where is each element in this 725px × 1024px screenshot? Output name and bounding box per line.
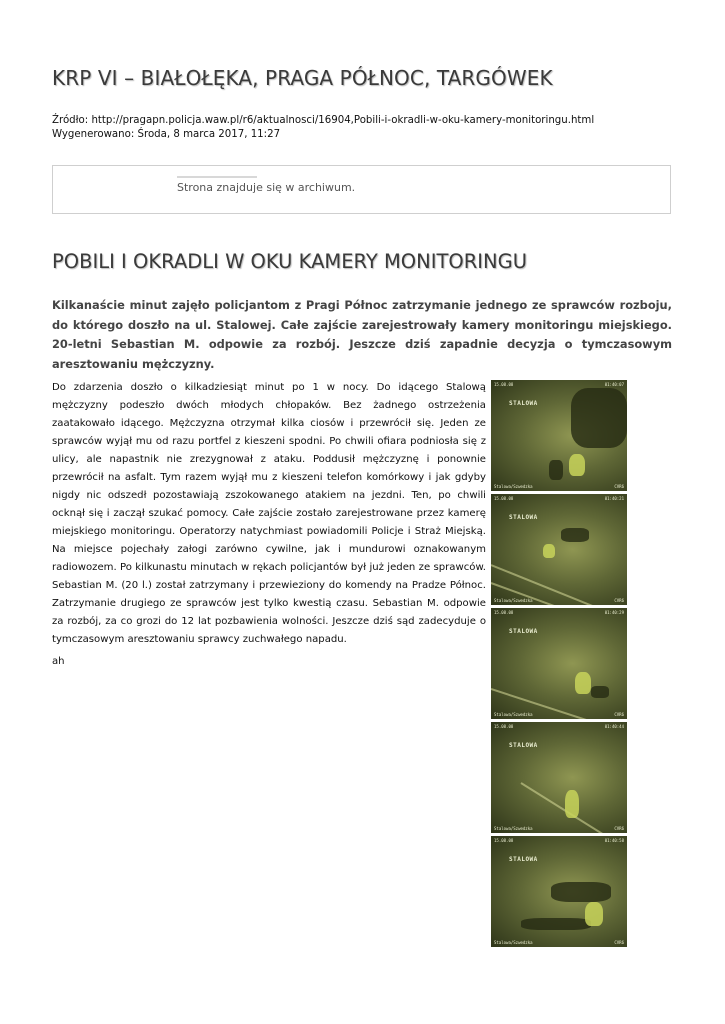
person-figure <box>565 790 579 818</box>
frame-caption: Stalowa/Szwedzka <box>494 826 533 831</box>
person-figure <box>585 902 603 926</box>
frame-caption: Stalowa/Szwedzka <box>494 484 533 489</box>
frame-location: STALOWA <box>509 400 538 407</box>
frame-caption: Stalowa/Szwedzka <box>494 712 533 717</box>
person-figure <box>575 672 591 694</box>
cctv-frame-5[interactable] <box>491 836 627 947</box>
cctv-frame-1[interactable] <box>491 380 627 491</box>
frame-date: 15.08.08 <box>494 610 514 615</box>
generated-date: Wygenerowano: Środa, 8 marca 2017, 11:27 <box>52 129 281 140</box>
person-figure-dark <box>549 460 563 480</box>
frame-caption: Stalowa/Szwedzka <box>494 598 533 603</box>
frame-time: 01:40:58 <box>604 838 624 843</box>
frame-cam: CVR6 <box>614 598 624 603</box>
frame-date: 15.08.08 <box>494 838 514 843</box>
parked-car <box>551 882 611 902</box>
cctv-frame-3[interactable] <box>491 608 627 719</box>
archive-notice: Strona znajduje się w archiwum. <box>177 181 356 194</box>
frame-cam: CVR6 <box>614 826 624 831</box>
cctv-frame-2[interactable] <box>491 494 627 605</box>
frame-location: STALOWA <box>509 628 538 635</box>
frame-cam: CVR6 <box>614 484 624 489</box>
frame-location: STALOWA <box>509 514 538 521</box>
parked-car <box>561 528 589 542</box>
article-lead: Kilkanaście minut zajęło policjantom z Pragi Północ zatrzymanie jednego ze sprawców rozboju, do którego doszło na ul. Stalowej. Całe zajście zarejestrowały kamery monitoringu miejskiego. 20-letni Sebastian M. odpowie za rozbój. Jeszcze dziś zapadnie decyzja o tymczasowym aresztowaniu mężczyzny. <box>52 298 672 371</box>
site-title: KRP VI – BIAŁOŁĘKA, PRAGA PÓŁNOC, TARGÓWEK <box>52 66 553 90</box>
frame-time: 01:40:21 <box>604 496 624 501</box>
person-figure-dark <box>521 918 591 930</box>
frame-time: 01:40:07 <box>604 382 624 387</box>
frame-time: 01:40:44 <box>604 724 624 729</box>
archive-notice-box <box>52 165 671 214</box>
frame-date: 15.08.08 <box>494 724 514 729</box>
person-figure <box>569 454 585 476</box>
frame-caption: Stalowa/Szwedzka <box>494 940 533 945</box>
cctv-photo-strip <box>491 380 627 950</box>
archive-divider <box>177 176 257 178</box>
frame-date: 15.08.08 <box>494 382 514 387</box>
article-title: POBILI I OKRADLI W OKU KAMERY MONITORINGU <box>52 250 528 273</box>
frame-location: STALOWA <box>509 856 538 863</box>
person-figure-dark <box>591 686 609 698</box>
frame-location: STALOWA <box>509 742 538 749</box>
frame-date: 15.08.08 <box>494 496 514 501</box>
article-body: Do zdarzenia doszło o kilkadziesiąt minut po 1 w nocy. Do idącego Stalową mężczyzny podeszło dwóch młodych chłopaków. Bez żadnego ostrzeżenia zaatakowało idącego. Mężczyzna otrzymał kilka ciosów i przewrócił się. Jeden ze sprawców wyjął mu od razu portfel z kieszeni spodni. Po chwili ofiara podniosła się z ulicy, ale napastnik nie zrezygnował z ataku. Poddusił mężczyznę i ponownie przewrócił na asfalt. Tym razem wyjął mu z kieszeni telefon komórkowy i jak gdyby nigdy nic odszedł pozostawiają zszokowanego atakiem na jezdni. Ten, po chwili ocknął się i zaczął szukać pomocy. Całe zajście zostało zarejestrowane przez kamerę miejskiego monitoringu. Operatorzy natychmiast powiadomili Policje i Straż Miejską. Na miejsce pojechały załogi zarówno cywilne, jak i mundurowi oznakowanym radiowozem. Po kilkunastu minutach w rękach policjantów był już jeden ze sprawców. Sebastian M. (20 l.) został zatrzymany i przewieziony do komendy na Pradze Północ. Zatrzymanie drugiego ze sprawców jest tylko kwestią czasu. Sebastian M. odpowie za rozbój, za co grozi do 12 lat pozbawienia wolności. Jeszcze dziś sąd zadecyduje o tymczasowym aresztowaniu sprawcy zuchwałego napadu. <box>52 382 486 645</box>
author-signature: ah <box>52 656 65 667</box>
source-meta <box>52 114 594 142</box>
frame-cam: CVR6 <box>614 712 624 717</box>
frame-cam: CVR6 <box>614 940 624 945</box>
tree-shadow <box>571 388 627 448</box>
frame-time: 01:40:29 <box>604 610 624 615</box>
cctv-frame-4[interactable] <box>491 722 627 833</box>
person-figure <box>543 544 555 558</box>
source-url[interactable]: Źródło: http://pragapn.policja.waw.pl/r6/aktualnosci/16904,Pobili-i-okradli-w-oku-kamery-monitoringu.html <box>52 115 595 126</box>
